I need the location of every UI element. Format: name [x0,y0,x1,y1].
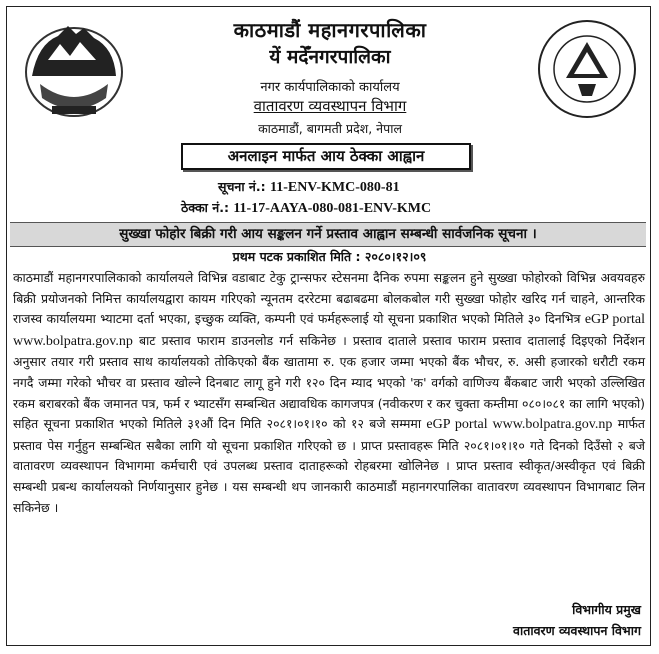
address: काठमाडौं, बागमती प्रदेश, नेपाल [258,121,402,136]
body-text-2: बाट प्रस्ताव फाराम डाउनलोड गर्न सकिनेछ । प्रस्ताव दाताले प्रस्ताव फाराम प्रस्ताव दातालाई दिइएको निर्देशन अनुसार तयार गरी प्रस्ताव साथ कार्यालयको तोकिएको बैंक खातामा रु. एक हजार जम्मा भएको बैंक भौचर, रु. असी हजारको धरौटी रकम नगदै जम्मा गरेको भौचर वा प्रस्ताव खोल्ने दिनबाट लागू हुने गरी १२० दिन म्याद भएको 'क' वर्गको वाणिज्य बैंकबाट जारी भएको उल्लिखित रकम बराबरको बैंक जमानत पत्र, फर्म र भ्याटसँग सम्बन्धित अद्यावधिक कागजपत्र (नवीकरण र कर चुक्ता कम्तीमा ०८०।०८१ का लागि भएको) सहित सूचना प्रकाशित भएको मितिले ३१औं दिन मिति २०८१।०१।१० को १२ बजे सम्ममा [13,332,645,432]
notice-body [13,268,645,518]
department-name: वातावरण व्यवस्थापन विभाग [253,97,407,115]
kmc-seal-icon [536,18,638,120]
contract-number [181,199,431,217]
office-name: नगर कार्यपालिकाको कार्यालय [260,80,400,95]
body-portal-link-1: eGP portal www.bolpatra.gov.np [13,312,645,349]
publish-date: प्रथम पटक प्रकाशित मिति : २०८०।१२।०९ [232,249,427,264]
notice-number-value: 11-ENV-KMC-080-81 [269,180,400,195]
org-name-script: यें मदेँनगरपालिका [269,46,391,68]
body-text-3: मार्फत प्रस्ताव पेस गर्नुहुन सम्बन्धित सबैका लागि यो सूचना प्रकाशित गरिएको छ । प्राप्त प्रस्तावहरू मिति २०८१।०१।१० गते दिनको दिउँसो २ बजे वातावरण व्यवस्थापन विभागमा कर्मचारी एवं उपलब्ध प्रस्ताव दाताहरूको रोहबरमा खोलिनेछ । प्राप्त प्रस्ताव स्वीकृत/अस्वीकृत एवं बिक्री सम्बन्धी प्रबन्ध कार्यालयको निर्णयानुसार हुनेछ । यस सम्बन्धी थप जानकारी काठमाडौं महानगरपालिका वातावरण व्यवस्थापन विभागबाट लिन सकिनेछ । [13,416,645,515]
body-portal-link-2: eGP portal www.bolpatra.gov.np [426,417,613,433]
notice-title: सुख्खा फोहोर बिक्री गरी आय सङ्कलन गर्ने प्रस्ताव आह्वान सम्बन्धी सार्वजनिक सूचना । [10,222,646,247]
nepal-emblem-icon [18,14,130,124]
signatory-department: वातावरण व्यवस्थापन विभाग [513,623,641,638]
notice-number [218,178,400,196]
body-text-1: काठमाडौं महानगरपालिकाको कार्यालयले विभिन्न वडाबाट टेकु ट्रान्सफर स्टेसनमा दैनिक रुपमा सङ्कलन हुने सुख्खा फोहोरको विभिन्न अवयवहरु बिक्री प्रयोजनको निमित्त कार्यालयद्वारा कायम गरिएको न्यूनतम दररेटमा बढाबढमा बोलकबोल गरी सुख्खा फोहोर खरिद गर्न चाहने, आन्तरिक राजस्व कार्यालयमा भ्याटमा दर्ता भएका, इच्छुक व्यक्ति, कम्पनी एवं फर्महरूलाई यो सूचना प्रकाशित भएको मितिले ३० दिनभित्र [13,270,645,327]
contract-number-value: 11-17-AAYA-080-081-ENV-KMC [233,201,432,216]
org-name: काठमाडौं महानगरपालिका [233,18,427,42]
notice-number-label: सूचना नं.: [218,179,266,194]
announcement-box: अनलाइन मार्फत आय ठेक्का आह्वान [181,143,471,170]
signatory-title: विभागीय प्रमुख [572,602,641,617]
contract-number-label: ठेक्का नं.: [181,200,229,215]
